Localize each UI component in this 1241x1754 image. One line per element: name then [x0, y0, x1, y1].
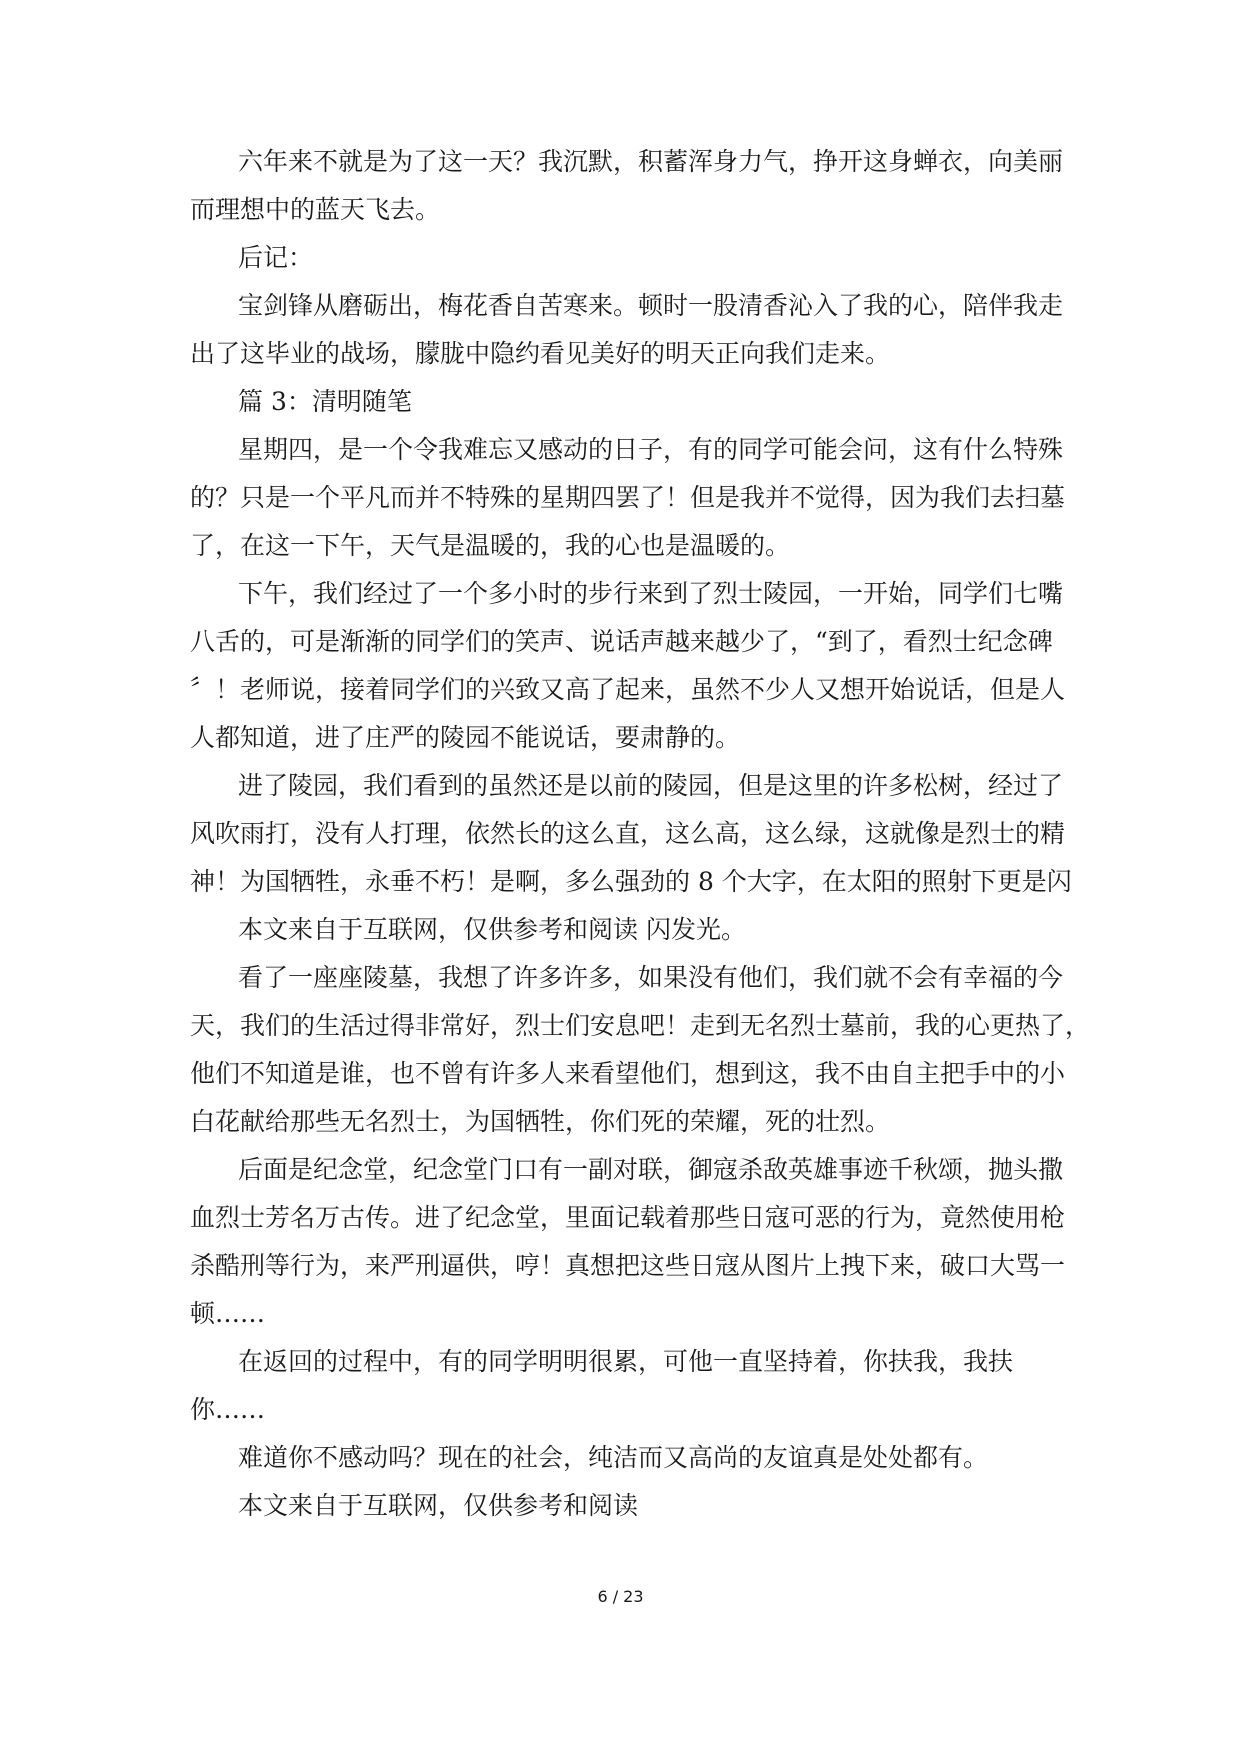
text-line: 了，在这一下午，天气是温暖的，我的心也是温暖的。 [190, 531, 791, 560]
text-line: 宝剑锋从磨砺出，梅花香自苦寒来。顿时一股清香沁入了我的心，陪伴我走 [238, 291, 1064, 320]
page-number: 6 / 23 [597, 1587, 644, 1606]
text-line: 血烈士芳名万古传。进了纪念堂，里面记载着那些日寇可恶的行为，竟然使用枪 [190, 1203, 1066, 1232]
text-line: 本文来自于互联网，仅供参考和阅读 闪发光。 [238, 915, 746, 944]
text-line: 天，我们的生活过得非常好，烈士们安息吧！走到无名烈士墓前，我的心更热了， [190, 1011, 1091, 1040]
text-line: 神！为国牺牲，永垂不朽！是啊，多么强劲的 8 个大字，在太阳的照射下更是闪 [190, 867, 1072, 896]
text-line: 而理想中的蓝天飞去。 [190, 195, 441, 224]
text-line: 下午，我们经过了一个多小时的步行来到了烈士陵园，一开始，同学们七嘴 [238, 579, 1064, 608]
text-line: 人都知道，进了庄严的陵园不能说话，要肃静的。 [190, 723, 741, 752]
text-line: 的？只是一个平凡而并不特殊的星期四罢了！但是我并不觉得，因为我们去扫墓 [190, 483, 1066, 512]
text-line: 顿…… [190, 1299, 266, 1328]
text-line: 风吹雨打，没有人打理，依然长的这么直，这么高，这么绿，这就像是烈士的精 [190, 819, 1066, 848]
text-line: 杀酷刑等行为，来严刑逼供，哼！真想把这些日寇从图片上拽下来，破口大骂一 [190, 1251, 1066, 1280]
text-line: 六年来不就是为了这一天？我沉默，积蓄浑身力气，挣开这身蝉衣，向美丽 [238, 147, 1064, 176]
text-line: 在返回的过程中，有的同学明明很累，可他一直坚持着，你扶我，我扶 [238, 1347, 1014, 1376]
text-line: 你…… [190, 1395, 266, 1424]
text-line: 出了这毕业的战场，朦胧中隐约看见美好的明天正向我们走来。 [190, 339, 891, 368]
text-line: 后记： [238, 243, 314, 272]
section-heading: 篇 3：清明随笔 [238, 387, 412, 416]
text-line: 星期四，是一个令我难忘又感动的日子，有的同学可能会问，这有什么特殊 [238, 435, 1064, 464]
text-line: 本文来自于互联网，仅供参考和阅读 [238, 1491, 639, 1520]
text-line: 后面是纪念堂，纪念堂门口有一副对联，御寇杀敌英雄事迹千秋颂，抛头撒 [238, 1155, 1064, 1184]
text-line: 八舌的，可是渐渐的同学们的笑声、说话声越来越少了，“到了，看烈士纪念碑 [190, 627, 1053, 656]
text-line: 白花献给那些无名烈士，为国牺牲，你们死的荣耀，死的壮烈。 [190, 1107, 891, 1136]
text-line: 进了陵园，我们看到的虽然还是以前的陵园，但是这里的许多松树，经过了 [238, 771, 1064, 800]
text-line: 〞！老师说，接着同学们的兴致又高了起来，虽然不少人又想开始说话，但是人 [190, 675, 1066, 704]
text-line: 他们不知道是谁，也不曾有许多人来看望他们，想到这，我不由自主把手中的小 [190, 1059, 1066, 1088]
text-line: 难道你不感动吗？现在的社会，纯洁而又高尚的友谊真是处处都有。 [238, 1443, 989, 1472]
text-line: 看了一座座陵墓，我想了许多许多，如果没有他们，我们就不会有幸福的今 [238, 963, 1064, 992]
